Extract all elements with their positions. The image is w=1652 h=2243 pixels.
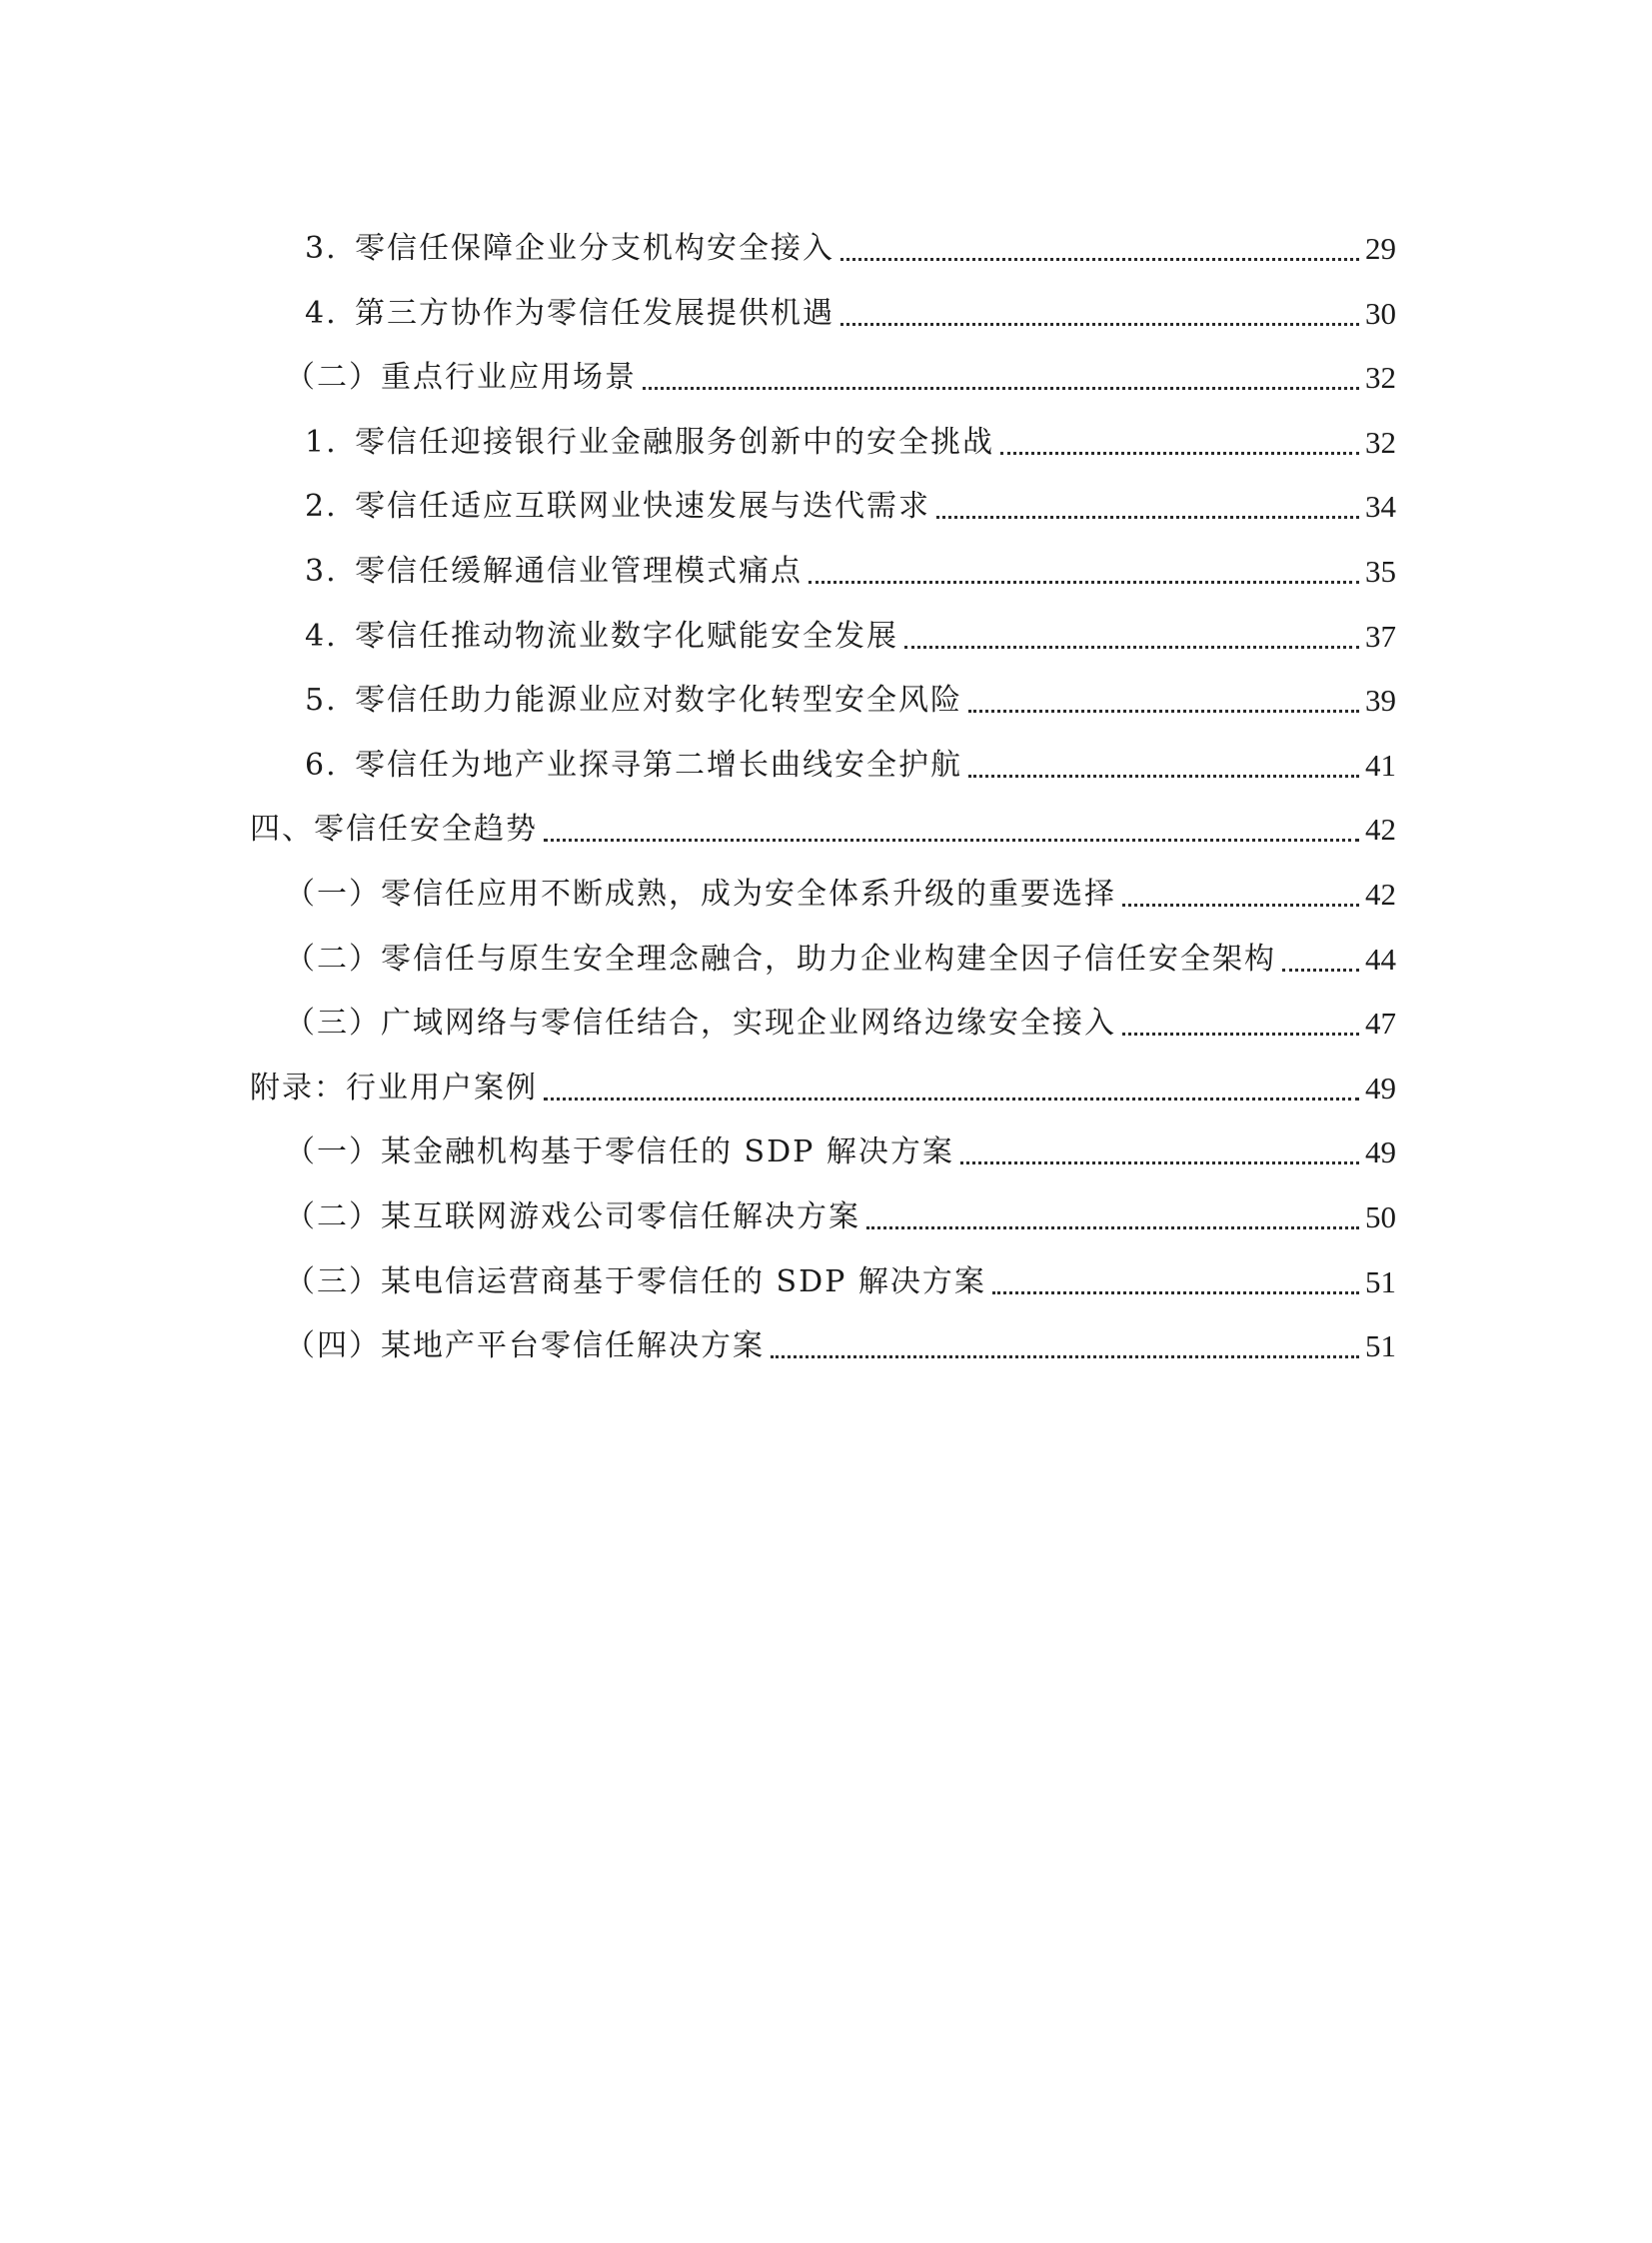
- dot-leader: [643, 387, 1359, 390]
- toc-entry-title: （三）广域网络与零信任结合，实现企业网络边缘安全接入: [285, 1006, 1116, 1042]
- toc-entry[interactable]: [250, 1045, 1396, 1109]
- toc-entry[interactable]: [305, 463, 1396, 527]
- toc-entry-page-number: 47: [1365, 1006, 1396, 1042]
- toc-entry-page-number: 37: [1365, 618, 1396, 654]
- toc-entry-number: 3.: [305, 231, 338, 266]
- dot-leader: [968, 775, 1359, 778]
- toc-entry-title: 第三方协作为零信任发展提供机遇: [355, 295, 834, 331]
- toc-entry-title: （一）零信任应用不断成熟，成为安全体系升级的重要选择: [285, 877, 1116, 912]
- dot-leader: [840, 258, 1359, 261]
- dot-leader: [936, 516, 1359, 519]
- dot-leader: [1122, 904, 1359, 907]
- toc-entry-number: 4.: [305, 295, 338, 331]
- toc-entry[interactable]: [285, 980, 1396, 1044]
- toc-entry-title: （一）某金融机构基于零信任的 SDP 解决方案: [285, 1134, 954, 1170]
- toc-entry-title: 零信任保障企业分支机构安全接入: [355, 231, 834, 266]
- toc-entry-title: （三）某电信运营商基于零信任的 SDP 解决方案: [285, 1263, 986, 1299]
- toc-entry[interactable]: [285, 1109, 1396, 1172]
- toc-entry-title: 零信任推动物流业数字化赋能安全发展: [355, 618, 898, 654]
- toc-entry-number: 6.: [305, 747, 338, 783]
- toc-entry-page-number: 50: [1365, 1199, 1396, 1234]
- toc-entry-page-number: 29: [1365, 231, 1396, 266]
- toc-entry-number: 1.: [305, 424, 338, 460]
- toc-entry-page-number: 49: [1365, 1070, 1396, 1106]
- toc-entry[interactable]: [285, 1302, 1396, 1366]
- toc-entry-page-number: 51: [1365, 1263, 1396, 1299]
- toc-entry-page-number: 51: [1365, 1328, 1396, 1364]
- toc-entry-page-number: 32: [1365, 360, 1396, 396]
- toc-entry[interactable]: [285, 1173, 1396, 1237]
- toc-entry-page-number: 39: [1365, 683, 1396, 719]
- dot-leader: [544, 1098, 1359, 1101]
- dot-leader: [771, 1355, 1359, 1358]
- toc-entry-page-number: 32: [1365, 424, 1396, 460]
- dot-leader: [840, 323, 1359, 326]
- toc-entry-title: 零信任助力能源业应对数字化转型安全风险: [355, 683, 962, 719]
- toc-entry-title: 四、零信任安全趋势: [250, 812, 538, 848]
- toc-entry-number: 3.: [305, 554, 338, 589]
- toc-entry-page-number: 44: [1365, 941, 1396, 977]
- dot-leader: [809, 581, 1359, 584]
- dot-leader: [1000, 452, 1359, 455]
- toc-entry[interactable]: [305, 399, 1396, 463]
- toc-entry-title: （二）某互联网游戏公司零信任解决方案: [285, 1199, 860, 1234]
- toc-entry[interactable]: [305, 205, 1396, 269]
- dot-leader: [904, 646, 1359, 649]
- dot-leader: [968, 710, 1359, 713]
- dot-leader: [1282, 969, 1359, 972]
- dot-leader: [960, 1161, 1359, 1164]
- toc-entry[interactable]: [285, 851, 1396, 915]
- toc-entry-title: 零信任适应互联网业快速发展与迭代需求: [355, 489, 930, 525]
- dot-leader: [544, 839, 1359, 842]
- dot-leader: [866, 1226, 1359, 1229]
- toc-entry[interactable]: [250, 786, 1396, 850]
- toc-entry[interactable]: [285, 916, 1396, 980]
- toc-entry-title: （四）某地产平台零信任解决方案: [285, 1328, 765, 1364]
- toc-entry-page-number: 42: [1365, 877, 1396, 912]
- toc-entry-page-number: 30: [1365, 295, 1396, 331]
- toc-entry[interactable]: [285, 1238, 1396, 1302]
- toc-entry-number: 5.: [305, 683, 338, 719]
- toc-entry-title: （二）零信任与原生安全理念融合，助力企业构建全因子信任安全架构: [285, 941, 1276, 977]
- toc-entry-page-number: 42: [1365, 812, 1396, 848]
- toc-entry-title: 零信任迎接银行业金融服务创新中的安全挑战: [355, 424, 994, 460]
- toc-entry-page-number: 49: [1365, 1134, 1396, 1170]
- toc-entry[interactable]: [305, 722, 1396, 786]
- toc-entry-title: 零信任为地产业探寻第二增长曲线安全护航: [355, 747, 962, 783]
- dot-leader: [1122, 1033, 1359, 1036]
- toc-entry[interactable]: [305, 657, 1396, 721]
- toc-entry[interactable]: [305, 528, 1396, 592]
- toc-entry-title: 附录：行业用户案例: [250, 1070, 538, 1106]
- toc-entry[interactable]: [305, 593, 1396, 657]
- toc-entry-page-number: 35: [1365, 554, 1396, 589]
- toc-entry[interactable]: [305, 270, 1396, 334]
- toc-entry-title: 零信任缓解通信业管理模式痛点: [355, 554, 803, 589]
- toc-entry-page-number: 41: [1365, 747, 1396, 783]
- toc-entry[interactable]: [285, 334, 1396, 398]
- dot-leader: [992, 1291, 1359, 1294]
- toc-entry-number: 4.: [305, 618, 338, 654]
- toc-entry-title: （二）重点行业应用场景: [285, 360, 637, 396]
- toc-entry-number: 2.: [305, 489, 338, 525]
- toc-entry-page-number: 34: [1365, 489, 1396, 525]
